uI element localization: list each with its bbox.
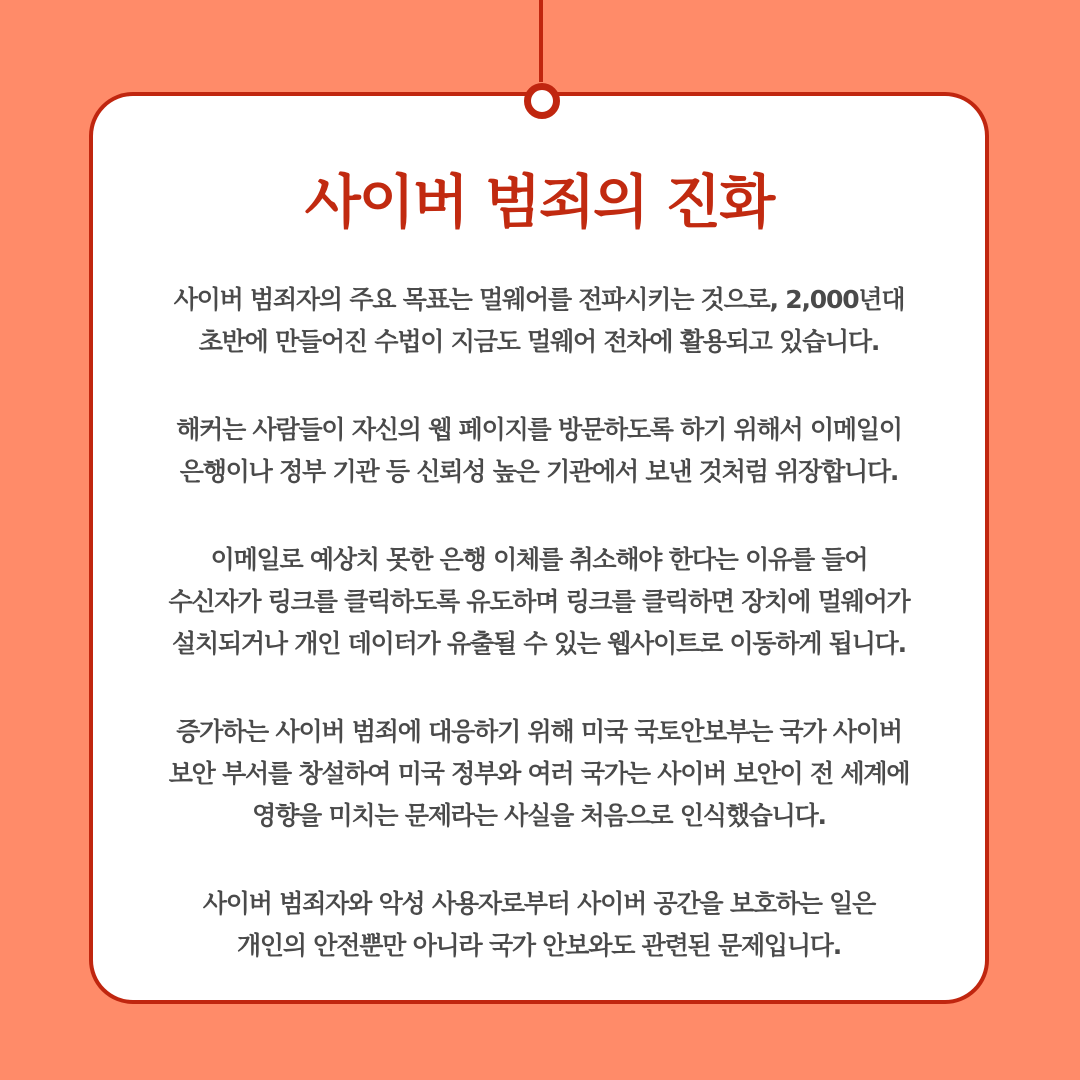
paragraph-5: [133, 883, 945, 967]
paragraph-3: [133, 539, 945, 665]
paragraph-line: 초반에 만들어진 수법이 지금도 멀웨어 전차에 활용되고 있습니다.: [198, 327, 880, 356]
page-title: 사이버 범죄의 진화: [304, 168, 774, 236]
paragraph-line: 수신자가 링크를 클릭하도록 유도하며 링크를 클릭하면 장치에 멀웨어가: [168, 587, 910, 616]
paragraph-line: 해커는 사람들이 자신의 웹 페이지를 방문하도록 하기 위해서 이메일이: [176, 415, 902, 444]
paragraph-line: 보안 부서를 창설하여 미국 정부와 여러 국가는 사이버 보안이 전 세계에: [168, 759, 910, 788]
paragraph-line: 개인의 안전뿐만 아니라 국가 안보와도 관련된 문제입니다.: [236, 931, 842, 960]
paragraph-line: 은행이나 정부 기관 등 신뢰성 높은 기관에서 보낸 것처럼 위장합니다.: [179, 457, 899, 486]
paragraph-line: 사이버 범죄자의 주요 목표는 멀웨어를 전파시키는 것으로, 2,000년대: [173, 285, 905, 314]
paragraph-line: 영향을 미치는 문제라는 사실을 처음으로 인식했습니다.: [252, 801, 826, 830]
paragraph-1: [133, 279, 945, 363]
body-text: [133, 279, 945, 1013]
paragraph-4: [133, 711, 945, 837]
content-card: [89, 92, 989, 1004]
paragraph-line: 설치되거나 개인 데이터가 유출될 수 있는 웹사이트로 이동하게 됩니다.: [172, 629, 906, 658]
hanging-string: [539, 0, 543, 82]
paragraph-line: 사이버 범죄자와 악성 사용자로부터 사이버 공간을 보호하는 일은: [202, 889, 876, 918]
paragraph-2: [133, 409, 945, 493]
paragraph-line: 이메일로 예상치 못한 은행 이체를 취소해야 한다는 이유를 들어: [210, 545, 868, 574]
paragraph-line: 증가하는 사이버 범죄에 대응하기 위해 미국 국토안보부는 국가 사이버: [176, 717, 902, 746]
hanging-ring-icon: [524, 83, 560, 119]
